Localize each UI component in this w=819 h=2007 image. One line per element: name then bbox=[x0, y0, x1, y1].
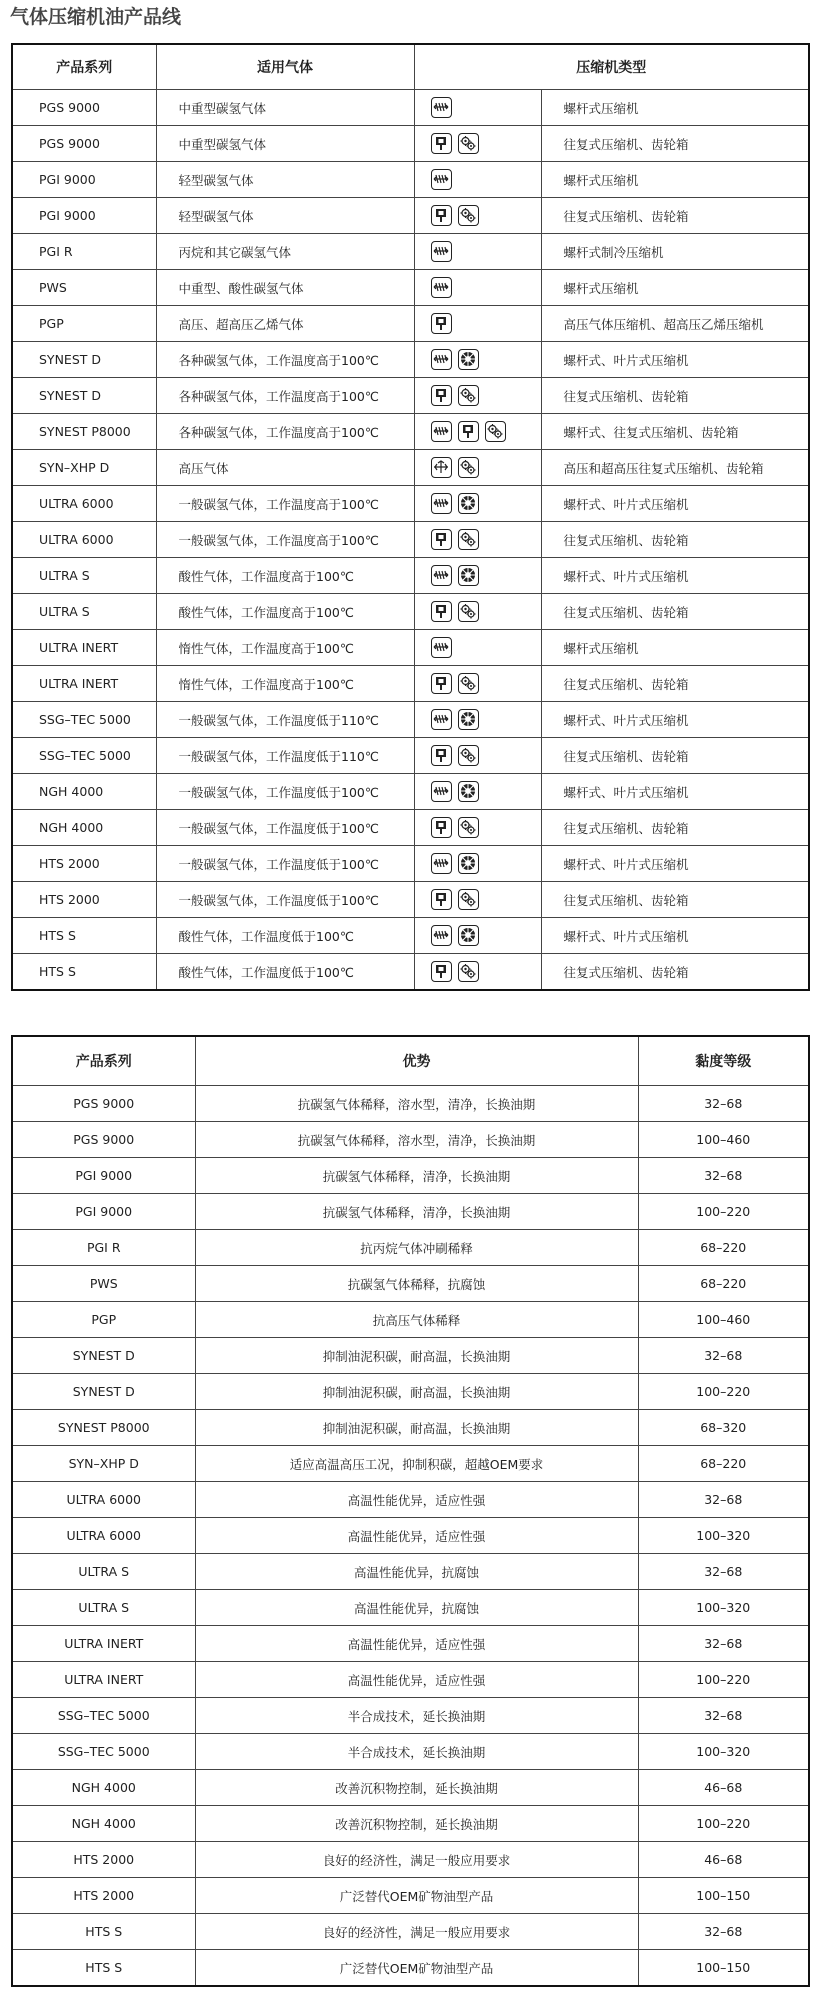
header-advantage: 优势 bbox=[195, 1036, 638, 1086]
table-row bbox=[12, 1374, 809, 1410]
table-header-row bbox=[12, 44, 809, 90]
product-series-cell: ULTRA S bbox=[12, 1590, 195, 1626]
product-series-cell: HTS S bbox=[12, 918, 156, 954]
product-series-cell: ULTRA INERT bbox=[12, 1662, 195, 1698]
table-row bbox=[12, 846, 809, 882]
product-series-cell: ULTRA 6000 bbox=[12, 486, 156, 522]
compressor-icons-cell bbox=[414, 450, 541, 486]
table-row bbox=[12, 1410, 809, 1446]
advantage-cell: 抗碳氢气体稀释，清净，长换油期 bbox=[195, 1158, 638, 1194]
viscosity-grade-cell: 68–220 bbox=[638, 1230, 809, 1266]
viscosity-grade-cell: 100–460 bbox=[638, 1302, 809, 1338]
table-row bbox=[12, 774, 809, 810]
table-row bbox=[12, 198, 809, 234]
header-product-series: 产品系列 bbox=[12, 1036, 195, 1086]
screw-compressor-icon bbox=[431, 169, 452, 190]
compressor-icons-cell bbox=[414, 810, 541, 846]
advantage-cell: 抗碳氢气体稀释，清净，长换油期 bbox=[195, 1194, 638, 1230]
compressor-icons-cell bbox=[414, 378, 541, 414]
advantage-cell: 广泛替代OEM矿物油型产品 bbox=[195, 1878, 638, 1914]
product-series-cell: SYN–XHP D bbox=[12, 450, 156, 486]
compressor-icons-cell bbox=[414, 342, 541, 378]
compressor-type-cell: 螺杆式压缩机 bbox=[541, 630, 809, 666]
viscosity-grade-cell: 32–68 bbox=[638, 1554, 809, 1590]
product-series-cell: PWS bbox=[12, 270, 156, 306]
applicable-gas-cell: 轻型碳氢气体 bbox=[156, 198, 414, 234]
table-row bbox=[12, 378, 809, 414]
advantage-cell: 适应高温高压工况，抑制积碳，超越OEM要求 bbox=[195, 1446, 638, 1482]
piston-compressor-icon bbox=[431, 817, 452, 838]
applicable-gas-cell: 各种碳氢气体，工作温度高于100℃ bbox=[156, 414, 414, 450]
gearbox-icon bbox=[458, 745, 479, 766]
table-row bbox=[12, 738, 809, 774]
product-series-cell: HTS 2000 bbox=[12, 882, 156, 918]
applicable-gas-cell: 惰性气体，工作温度高于100℃ bbox=[156, 666, 414, 702]
applicable-gas-cell: 一般碳氢气体，工作温度高于100℃ bbox=[156, 486, 414, 522]
table-row bbox=[12, 666, 809, 702]
table-row bbox=[12, 1230, 809, 1266]
advantage-cell: 抗高压气体稀释 bbox=[195, 1302, 638, 1338]
compressor-icons-cell bbox=[414, 702, 541, 738]
viscosity-grade-cell: 32–68 bbox=[638, 1626, 809, 1662]
applicable-gas-cell: 中重型、酸性碳氢气体 bbox=[156, 270, 414, 306]
table-row bbox=[12, 558, 809, 594]
table-row bbox=[12, 1446, 809, 1482]
compressor-type-cell: 螺杆式、叶片式压缩机 bbox=[541, 702, 809, 738]
product-series-cell: SSG–TEC 5000 bbox=[12, 1734, 195, 1770]
compressor-type-cell: 螺杆式、叶片式压缩机 bbox=[541, 558, 809, 594]
gearbox-icon bbox=[458, 457, 479, 478]
compressor-type-cell: 螺杆式、叶片式压缩机 bbox=[541, 918, 809, 954]
product-series-cell: PGP bbox=[12, 306, 156, 342]
table-row bbox=[12, 1086, 809, 1122]
applicable-gas-cell: 轻型碳氢气体 bbox=[156, 162, 414, 198]
table-row bbox=[12, 162, 809, 198]
compressor-icons-cell bbox=[414, 738, 541, 774]
compressor-type-cell: 往复式压缩机、齿轮箱 bbox=[541, 666, 809, 702]
product-series-cell: HTS 2000 bbox=[12, 1842, 195, 1878]
product-series-cell: ULTRA 6000 bbox=[12, 522, 156, 558]
screw-compressor-icon bbox=[431, 709, 452, 730]
gearbox-icon bbox=[458, 385, 479, 406]
viscosity-grade-cell: 100–220 bbox=[638, 1662, 809, 1698]
compressor-icons-cell bbox=[414, 162, 541, 198]
compressor-icons-cell bbox=[414, 90, 541, 126]
product-series-cell: ULTRA INERT bbox=[12, 1626, 195, 1662]
compressor-type-cell: 螺杆式压缩机 bbox=[541, 162, 809, 198]
table-row bbox=[12, 414, 809, 450]
viscosity-grade-cell: 68–320 bbox=[638, 1410, 809, 1446]
compressor-icons-cell bbox=[414, 846, 541, 882]
product-series-cell: SSG–TEC 5000 bbox=[12, 1698, 195, 1734]
gearbox-icon bbox=[458, 601, 479, 622]
advantage-cell: 抗丙烷气体冲刷稀释 bbox=[195, 1230, 638, 1266]
compressor-icons-cell bbox=[414, 522, 541, 558]
product-series-cell: PWS bbox=[12, 1266, 195, 1302]
table-row bbox=[12, 1662, 809, 1698]
viscosity-grade-cell: 100–320 bbox=[638, 1590, 809, 1626]
compressor-type-cell: 螺杆式、往复式压缩机、齿轮箱 bbox=[541, 414, 809, 450]
viscosity-grade-cell: 68–220 bbox=[638, 1446, 809, 1482]
table-row bbox=[12, 882, 809, 918]
gearbox-icon bbox=[458, 673, 479, 694]
viscosity-grade-cell: 32–68 bbox=[638, 1158, 809, 1194]
viscosity-grade-cell: 32–68 bbox=[638, 1482, 809, 1518]
piston-compressor-icon bbox=[431, 313, 452, 334]
viscosity-table bbox=[11, 1035, 810, 1987]
piston-compressor-icon bbox=[431, 745, 452, 766]
vane-compressor-icon bbox=[458, 709, 479, 730]
screw-compressor-icon bbox=[431, 241, 452, 262]
advantage-cell: 高温性能优异，适应性强 bbox=[195, 1626, 638, 1662]
table-row bbox=[12, 1590, 809, 1626]
product-series-cell: ULTRA INERT bbox=[12, 666, 156, 702]
viscosity-grade-cell: 100–220 bbox=[638, 1374, 809, 1410]
advantage-cell: 半合成技术，延长换油期 bbox=[195, 1734, 638, 1770]
applicable-gas-cell: 酸性气体，工作温度高于100℃ bbox=[156, 558, 414, 594]
product-series-cell: ULTRA INERT bbox=[12, 630, 156, 666]
compressor-type-cell: 往复式压缩机、齿轮箱 bbox=[541, 882, 809, 918]
applicable-gas-cell: 酸性气体，工作温度低于100℃ bbox=[156, 918, 414, 954]
table-row bbox=[12, 1158, 809, 1194]
viscosity-grade-cell: 46–68 bbox=[638, 1770, 809, 1806]
product-series-cell: HTS 2000 bbox=[12, 1878, 195, 1914]
advantage-cell: 抗碳氢气体稀释，溶水型，清净，长换油期 bbox=[195, 1122, 638, 1158]
product-series-cell: NGH 4000 bbox=[12, 1770, 195, 1806]
compressor-type-cell: 螺杆式压缩机 bbox=[541, 90, 809, 126]
applicable-gas-cell: 酸性气体，工作温度低于100℃ bbox=[156, 954, 414, 991]
header-applicable-gas: 适用气体 bbox=[156, 44, 414, 90]
table-row bbox=[12, 954, 809, 991]
table-row bbox=[12, 1266, 809, 1302]
applicable-gas-cell: 一般碳氢气体，工作温度低于100℃ bbox=[156, 774, 414, 810]
table-row bbox=[12, 1770, 809, 1806]
compressor-icons-cell bbox=[414, 666, 541, 702]
product-series-cell: HTS S bbox=[12, 1914, 195, 1950]
table-header-row bbox=[12, 1036, 809, 1086]
advantage-cell: 抗碳氢气体稀释，溶水型，清净，长换油期 bbox=[195, 1086, 638, 1122]
product-series-cell: NGH 4000 bbox=[12, 1806, 195, 1842]
screw-compressor-icon bbox=[431, 781, 452, 802]
header-product-series: 产品系列 bbox=[12, 44, 156, 90]
screw-compressor-icon bbox=[431, 97, 452, 118]
compressor-type-cell: 螺杆式、叶片式压缩机 bbox=[541, 486, 809, 522]
compressor-icons-cell bbox=[414, 306, 541, 342]
table-row bbox=[12, 810, 809, 846]
table-row bbox=[12, 1698, 809, 1734]
table-row bbox=[12, 522, 809, 558]
table-row bbox=[12, 1878, 809, 1914]
product-series-cell: PGI 9000 bbox=[12, 162, 156, 198]
gearbox-icon bbox=[458, 961, 479, 982]
table-row bbox=[12, 1734, 809, 1770]
piston-compressor-icon bbox=[431, 601, 452, 622]
vane-compressor-icon bbox=[458, 493, 479, 514]
viscosity-grade-cell: 100–320 bbox=[638, 1518, 809, 1554]
applicable-gas-cell: 高压气体 bbox=[156, 450, 414, 486]
piston-compressor-icon bbox=[431, 133, 452, 154]
advantage-cell: 良好的经济性，满足一般应用要求 bbox=[195, 1914, 638, 1950]
product-series-cell: SYNEST D bbox=[12, 342, 156, 378]
applicable-gas-cell: 酸性气体，工作温度高于100℃ bbox=[156, 594, 414, 630]
applicable-gas-cell: 各种碳氢气体，工作温度高于100℃ bbox=[156, 342, 414, 378]
compressor-icons-cell bbox=[414, 594, 541, 630]
advantage-cell: 高温性能优异，适应性强 bbox=[195, 1482, 638, 1518]
advantage-cell: 广泛替代OEM矿物油型产品 bbox=[195, 1950, 638, 1987]
applicable-gas-cell: 一般碳氢气体，工作温度高于100℃ bbox=[156, 522, 414, 558]
viscosity-grade-cell: 100–150 bbox=[638, 1878, 809, 1914]
table-row bbox=[12, 1806, 809, 1842]
compressor-icons-cell bbox=[414, 234, 541, 270]
product-series-cell: PGI R bbox=[12, 234, 156, 270]
piston-compressor-icon bbox=[431, 529, 452, 550]
product-series-cell: PGI 9000 bbox=[12, 1194, 195, 1230]
compressor-type-cell: 螺杆式压缩机 bbox=[541, 270, 809, 306]
applicable-gas-cell: 丙烷和其它碳氢气体 bbox=[156, 234, 414, 270]
product-series-cell: SYNEST P8000 bbox=[12, 1410, 195, 1446]
applicable-gas-cell: 各种碳氢气体，工作温度高于100℃ bbox=[156, 378, 414, 414]
viscosity-grade-cell: 100–220 bbox=[638, 1194, 809, 1230]
gearbox-icon bbox=[458, 205, 479, 226]
compressor-icons-cell bbox=[414, 198, 541, 234]
page-title: 气体压缩机油产品线 bbox=[10, 6, 182, 28]
compressor-type-cell: 螺杆式制冷压缩机 bbox=[541, 234, 809, 270]
piston-compressor-icon bbox=[431, 205, 452, 226]
table-row bbox=[12, 486, 809, 522]
advantage-cell: 抑制油泥积碳，耐高温，长换油期 bbox=[195, 1374, 638, 1410]
vane-compressor-icon bbox=[458, 853, 479, 874]
piston-compressor-icon bbox=[431, 889, 452, 910]
table-row bbox=[12, 1626, 809, 1662]
compressor-type-cell: 往复式压缩机、齿轮箱 bbox=[541, 378, 809, 414]
product-series-cell: SYNEST D bbox=[12, 1374, 195, 1410]
compressor-icons-cell bbox=[414, 918, 541, 954]
compressor-type-cell: 往复式压缩机、齿轮箱 bbox=[541, 954, 809, 991]
product-series-cell: HTS 2000 bbox=[12, 846, 156, 882]
table-row bbox=[12, 918, 809, 954]
product-series-cell: SYNEST D bbox=[12, 1338, 195, 1374]
table-row bbox=[12, 1842, 809, 1878]
screw-compressor-icon bbox=[431, 565, 452, 586]
screw-compressor-icon bbox=[431, 853, 452, 874]
viscosity-grade-cell: 68–220 bbox=[638, 1266, 809, 1302]
gearbox-icon bbox=[485, 421, 506, 442]
table-row bbox=[12, 1122, 809, 1158]
screw-compressor-icon bbox=[431, 493, 452, 514]
compressor-type-table bbox=[11, 43, 810, 991]
gearbox-icon bbox=[458, 133, 479, 154]
viscosity-grade-cell: 32–68 bbox=[638, 1698, 809, 1734]
header-viscosity-grade: 黏度等级 bbox=[638, 1036, 809, 1086]
compressor-type-cell: 高压和超高压往复式压缩机、齿轮箱 bbox=[541, 450, 809, 486]
screw-compressor-icon bbox=[431, 637, 452, 658]
product-series-cell: PGI 9000 bbox=[12, 1158, 195, 1194]
piston-compressor-icon bbox=[458, 421, 479, 442]
advantage-cell: 改善沉积物控制，延长换油期 bbox=[195, 1770, 638, 1806]
product-series-cell: PGS 9000 bbox=[12, 126, 156, 162]
product-series-cell: HTS S bbox=[12, 954, 156, 991]
product-series-cell: HTS S bbox=[12, 1950, 195, 1987]
piston-compressor-icon bbox=[431, 385, 452, 406]
advantage-cell: 改善沉积物控制，延长换油期 bbox=[195, 1806, 638, 1842]
viscosity-grade-cell: 32–68 bbox=[638, 1086, 809, 1122]
viscosity-grade-cell: 100–460 bbox=[638, 1122, 809, 1158]
product-series-cell: SYNEST P8000 bbox=[12, 414, 156, 450]
product-series-cell: PGP bbox=[12, 1302, 195, 1338]
advantage-cell: 良好的经济性，满足一般应用要求 bbox=[195, 1842, 638, 1878]
product-series-cell: SSG–TEC 5000 bbox=[12, 738, 156, 774]
compressor-icons-cell bbox=[414, 882, 541, 918]
advantage-cell: 抑制油泥积碳，耐高温，长换油期 bbox=[195, 1410, 638, 1446]
compressor-type-cell: 螺杆式、叶片式压缩机 bbox=[541, 774, 809, 810]
advantage-cell: 高温性能优异，适应性强 bbox=[195, 1518, 638, 1554]
product-series-cell: ULTRA S bbox=[12, 594, 156, 630]
table-row bbox=[12, 630, 809, 666]
compressor-type-cell: 往复式压缩机、齿轮箱 bbox=[541, 126, 809, 162]
product-series-cell: ULTRA 6000 bbox=[12, 1518, 195, 1554]
table-row bbox=[12, 270, 809, 306]
advantage-cell: 高温性能优异，适应性强 bbox=[195, 1662, 638, 1698]
advantage-cell: 高温性能优异，抗腐蚀 bbox=[195, 1554, 638, 1590]
applicable-gas-cell: 中重型碳氢气体 bbox=[156, 126, 414, 162]
screw-compressor-icon bbox=[431, 349, 452, 370]
advantage-cell: 抑制油泥积碳，耐高温，长换油期 bbox=[195, 1338, 638, 1374]
product-series-cell: PGI 9000 bbox=[12, 198, 156, 234]
table-row bbox=[12, 1914, 809, 1950]
applicable-gas-cell: 惰性气体，工作温度高于100℃ bbox=[156, 630, 414, 666]
applicable-gas-cell: 一般碳氢气体，工作温度低于100℃ bbox=[156, 810, 414, 846]
vane-compressor-icon bbox=[458, 925, 479, 946]
table-row bbox=[12, 450, 809, 486]
product-series-cell: PGS 9000 bbox=[12, 1122, 195, 1158]
product-series-cell: SSG–TEC 5000 bbox=[12, 702, 156, 738]
compressor-icons-cell bbox=[414, 774, 541, 810]
compressor-icons-cell bbox=[414, 126, 541, 162]
advantage-cell: 高温性能优异，抗腐蚀 bbox=[195, 1590, 638, 1626]
table-row bbox=[12, 90, 809, 126]
compressor-type-cell: 高压气体压缩机、超高压乙烯压缩机 bbox=[541, 306, 809, 342]
compressor-type-cell: 往复式压缩机、齿轮箱 bbox=[541, 738, 809, 774]
compressor-type-cell: 往复式压缩机、齿轮箱 bbox=[541, 810, 809, 846]
piston-compressor-icon bbox=[431, 961, 452, 982]
advantage-cell: 抗碳氢气体稀释，抗腐蚀 bbox=[195, 1266, 638, 1302]
viscosity-grade-cell: 100–220 bbox=[638, 1806, 809, 1842]
product-series-cell: NGH 4000 bbox=[12, 774, 156, 810]
compressor-icons-cell bbox=[414, 954, 541, 991]
applicable-gas-cell: 一般碳氢气体，工作温度低于110℃ bbox=[156, 702, 414, 738]
table-row bbox=[12, 1518, 809, 1554]
viscosity-grade-cell: 46–68 bbox=[638, 1842, 809, 1878]
product-series-cell: SYNEST D bbox=[12, 378, 156, 414]
product-series-cell: SYN–XHP D bbox=[12, 1446, 195, 1482]
high-pressure-compressor-icon bbox=[431, 457, 452, 478]
table-row bbox=[12, 1338, 809, 1374]
product-series-cell: ULTRA S bbox=[12, 558, 156, 594]
vane-compressor-icon bbox=[458, 349, 479, 370]
product-series-cell: ULTRA S bbox=[12, 1554, 195, 1590]
applicable-gas-cell: 高压、超高压乙烯气体 bbox=[156, 306, 414, 342]
compressor-icons-cell bbox=[414, 558, 541, 594]
product-series-cell: NGH 4000 bbox=[12, 810, 156, 846]
gearbox-icon bbox=[458, 889, 479, 910]
product-series-cell: PGS 9000 bbox=[12, 90, 156, 126]
applicable-gas-cell: 中重型碳氢气体 bbox=[156, 90, 414, 126]
table-row bbox=[12, 126, 809, 162]
product-series-cell: ULTRA 6000 bbox=[12, 1482, 195, 1518]
screw-compressor-icon bbox=[431, 277, 452, 298]
table-row bbox=[12, 702, 809, 738]
viscosity-grade-cell: 100–150 bbox=[638, 1950, 809, 1987]
applicable-gas-cell: 一般碳氢气体，工作温度低于100℃ bbox=[156, 882, 414, 918]
screw-compressor-icon bbox=[431, 925, 452, 946]
viscosity-grade-cell: 32–68 bbox=[638, 1914, 809, 1950]
gearbox-icon bbox=[458, 529, 479, 550]
compressor-icons-cell bbox=[414, 270, 541, 306]
vane-compressor-icon bbox=[458, 781, 479, 802]
table-row bbox=[12, 1302, 809, 1338]
compressor-type-cell: 往复式压缩机、齿轮箱 bbox=[541, 594, 809, 630]
table-row bbox=[12, 1554, 809, 1590]
compressor-icons-cell bbox=[414, 630, 541, 666]
compressor-type-cell: 螺杆式、叶片式压缩机 bbox=[541, 342, 809, 378]
table-row bbox=[12, 306, 809, 342]
compressor-icons-cell bbox=[414, 414, 541, 450]
table-row bbox=[12, 594, 809, 630]
viscosity-grade-cell: 100–320 bbox=[638, 1734, 809, 1770]
table-row bbox=[12, 1194, 809, 1230]
product-series-cell: PGI R bbox=[12, 1230, 195, 1266]
table-row bbox=[12, 1482, 809, 1518]
applicable-gas-cell: 一般碳氢气体，工作温度低于110℃ bbox=[156, 738, 414, 774]
screw-compressor-icon bbox=[431, 421, 452, 442]
vane-compressor-icon bbox=[458, 565, 479, 586]
product-series-cell: PGS 9000 bbox=[12, 1086, 195, 1122]
piston-compressor-icon bbox=[431, 673, 452, 694]
compressor-type-cell: 螺杆式、叶片式压缩机 bbox=[541, 846, 809, 882]
table-row bbox=[12, 342, 809, 378]
compressor-type-cell: 往复式压缩机、齿轮箱 bbox=[541, 198, 809, 234]
applicable-gas-cell: 一般碳氢气体，工作温度低于100℃ bbox=[156, 846, 414, 882]
compressor-icons-cell bbox=[414, 486, 541, 522]
advantage-cell: 半合成技术，延长换油期 bbox=[195, 1698, 638, 1734]
gearbox-icon bbox=[458, 817, 479, 838]
header-compressor-type: 压缩机类型 bbox=[414, 44, 809, 90]
viscosity-grade-cell: 32–68 bbox=[638, 1338, 809, 1374]
table-row bbox=[12, 234, 809, 270]
table-row bbox=[12, 1950, 809, 1987]
compressor-type-cell: 往复式压缩机、齿轮箱 bbox=[541, 522, 809, 558]
